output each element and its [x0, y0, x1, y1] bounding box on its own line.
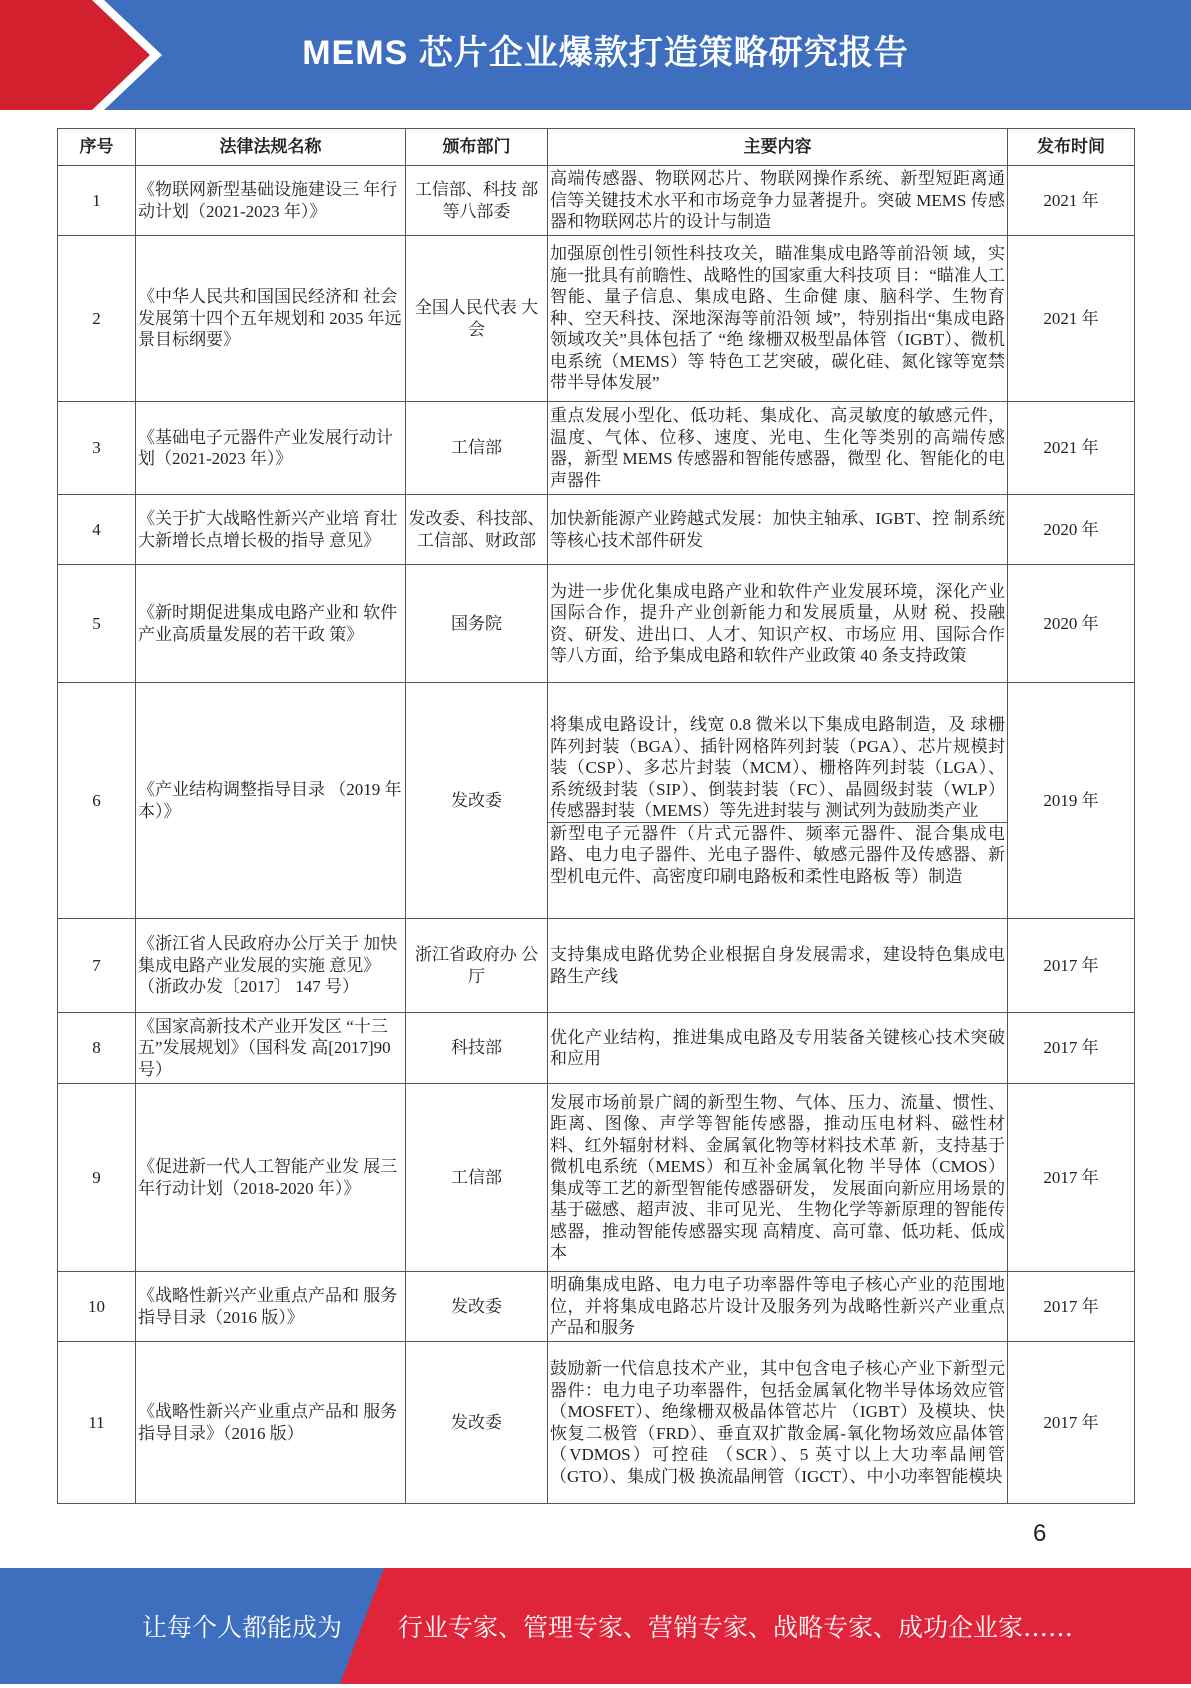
cell-no: 8: [58, 1013, 136, 1084]
cell-no: 4: [58, 495, 136, 565]
cell-regulation-name: 《物联网新型基础设施建设三 年行动计划（2021-2023 年）》: [136, 166, 406, 236]
table-row: [58, 166, 1135, 236]
page-number: 6: [1033, 1520, 1047, 1547]
cell-main-content: [548, 683, 1008, 919]
cell-department: 发改委: [406, 1342, 548, 1504]
column-header-name: 法律法规名称: [136, 129, 406, 166]
cell-main-content: [548, 495, 1008, 565]
cell-department: 发改委: [406, 683, 548, 919]
cell-date: 2017 年: [1008, 1272, 1135, 1342]
cell-no: 10: [58, 1272, 136, 1342]
cell-regulation-name: 《产业结构调整指导目录 （2019 年本）》: [136, 683, 406, 919]
footer-banner: [0, 1568, 1191, 1684]
table-row: [58, 1084, 1135, 1272]
regulations-table: [57, 128, 1135, 1504]
table-header-row: [58, 129, 1135, 166]
cell-regulation-name: 《促进新一代人工智能产业发 展三年行动计划（2018-2020 年）》: [136, 1084, 406, 1272]
table-row: [58, 495, 1135, 565]
column-header-date: 发布时间: [1008, 129, 1135, 166]
cell-date: 2017 年: [1008, 919, 1135, 1013]
table-row: [58, 236, 1135, 402]
cell-no: 11: [58, 1342, 136, 1504]
footer-slogan-right: 行业专家、管理专家、营销专家、战略专家、成功企业家……: [398, 1613, 1074, 1642]
page-title: MEMS 芯片企业爆款打造策略研究报告: [302, 34, 909, 72]
content-paragraph: 优化产业结构，推进集成电路及专用装备关键核心技术突破和应用: [550, 1027, 1005, 1068]
cell-date: 2020 年: [1008, 565, 1135, 683]
content-paragraph: 高端传感器、物联网芯片、物联网操作系统、新型短距离通信等关键技术水平和市场竞争力显著提升。突破 MEMS 传感器和物联网芯片的设计与制造: [550, 169, 1005, 232]
cell-date: 2017 年: [1008, 1342, 1135, 1504]
table-row: [58, 402, 1135, 495]
cell-date: 2021 年: [1008, 166, 1135, 236]
table-row: [58, 565, 1135, 683]
cell-main-content: [548, 1084, 1008, 1272]
cell-regulation-name: 《浙江省人民政府办公厅关于 加快集成电路产业发展的实施 意见》（浙政办发〔2017〕 147 号）: [136, 919, 406, 1013]
column-header-dept: 颁布部门: [406, 129, 548, 166]
footer-slogan-left: 让每个人都能成为: [142, 1613, 343, 1642]
cell-department: 国务院: [406, 565, 548, 683]
content-paragraph: 发展市场前景广阔的新型生物、气体、压力、流量、惯性、距离、图像、声学等智能传感器，推动压电材料、磁性材料、红外辐射材料、金属氧化物等材料技术革 新，支持基于微机电系统（MEMS）和互补金属氧化物 半导体（CMOS）集成等工艺的新型智能传感器研发， 发展面向新应用场景的基于磁感、超声波、非可见光、 生物化学等新原理的智能传感器，推动智能传感器实现 高精度、高可靠、低功耗、低成本: [550, 1092, 1005, 1262]
content-paragraph: 加快新能源产业跨越式发展：加快主轴承、IGBT、控 制系统等核心技术部件研发: [550, 509, 1005, 550]
content-paragraph: 重点发展小型化、低功耗、集成化、高灵敏度的敏感元件，温度、气体、位移、速度、光电、生化等类别的高端传感器，新型 MEMS 传感器和智能传感器，微型 化、智能化的电声器件: [550, 406, 1005, 490]
cell-regulation-name: 《战略性新兴产业重点产品和 服务指导目录》（2016 版）: [136, 1342, 406, 1504]
table-row: [58, 1272, 1135, 1342]
table-row: [58, 919, 1135, 1013]
cell-no: 6: [58, 683, 136, 919]
cell-department: 工信部: [406, 1084, 548, 1272]
cell-main-content: [548, 236, 1008, 402]
cell-date: 2017 年: [1008, 1084, 1135, 1272]
cell-department: 全国人民代表 大会: [406, 236, 548, 402]
content-paragraph: 新型电子元器件（片式元器件、频率元器件、混合集成电路、电力电子器件、光电子器件、敏感元器件及传感器、新型机电元件、高密度印刷电路板和柔性电路板 等）制造: [550, 823, 1005, 886]
cell-main-content: [548, 1342, 1008, 1504]
table-row: [58, 1013, 1135, 1084]
cell-department: 工信部、科技 部等八部委: [406, 166, 548, 236]
cell-main-content: [548, 402, 1008, 495]
cell-main-content: [548, 166, 1008, 236]
content-paragraph: 支持集成电路优势企业根据自身发展需求，建设特色集成电路生产线: [550, 945, 1005, 986]
cell-date: 2019 年: [1008, 683, 1135, 919]
cell-main-content: [548, 1013, 1008, 1084]
cell-regulation-name: 《关于扩大战略性新兴产业培 育壮大新增长点增长极的指导 意见》: [136, 495, 406, 565]
cell-department: 发改委、科技部、工信部、财政部: [406, 495, 548, 565]
cell-no: 2: [58, 236, 136, 402]
cell-main-content: [548, 919, 1008, 1013]
cell-date: 2017 年: [1008, 1013, 1135, 1084]
table-body: [58, 166, 1135, 1504]
cell-no: 5: [58, 565, 136, 683]
content-paragraph: 为进一步优化集成电路产业和软件产业发展环境，深化产业国际合作，提升产业创新能力和发展质量，从财 税、投融资、研发、进出口、人才、知识产权、市场应 用、国际合作等八方面，给予集成电路和软件产业政策 40 条支持政策: [550, 581, 1005, 665]
column-header-content: 主要内容: [548, 129, 1008, 166]
content-paragraph: 加强原创性引领性科技攻关，瞄准集成电路等前沿领 域，实施一批具有前瞻性、战略性的国家重大科技项 目：“瞄准人工智能、量子信息、集成电路、生命健 康、脑科学、生物育种、空天科技、深地深海等前沿领 域”，特别指出“集成电路领域攻关”具体包括了 “绝 缘栅双极型晶体管（IGBT）、微机电系统（MEMS）等 特色工艺突破，碳化硅、氮化镓等宽禁带半导体发展”: [550, 244, 1005, 393]
cell-no: 1: [58, 166, 136, 236]
table-row: [58, 683, 1135, 919]
cell-main-content: [548, 1272, 1008, 1342]
cell-date: 2021 年: [1008, 402, 1135, 495]
content-paragraph: 明确集成电路、电力电子功率器件等电子核心产业的范围地位，并将集成电路芯片设计及服务列为战略性新兴产业重点产品和服务: [550, 1275, 1005, 1338]
cell-date: 2020 年: [1008, 495, 1135, 565]
table-row: [58, 1342, 1135, 1504]
cell-no: 7: [58, 919, 136, 1013]
cell-no: 9: [58, 1084, 136, 1272]
cell-regulation-name: 《中华人民共和国国民经济和 社会发展第十四个五年规划和 2035 年远景目标纲要》: [136, 236, 406, 402]
column-header-no: 序号: [58, 129, 136, 166]
cell-date: 2021 年: [1008, 236, 1135, 402]
cell-department: 工信部: [406, 402, 548, 495]
cell-regulation-name: 《新时期促进集成电路产业和 软件产业高质量发展的若干政 策》: [136, 565, 406, 683]
cell-department: 浙江省政府办 公厅: [406, 919, 548, 1013]
header-banner: [0, 0, 1191, 110]
content-paragraph: 将集成电路设计，线宽 0.8 微米以下集成电路制造，及 球栅阵列封装（BGA）、插针网格阵列封装（PGA）、芯片规模封装（CSP）、多芯片封装（MCM）、栅格阵列封装（LGA）、系统级封装（SIP）、倒装封装（FC）、晶圆级封装（WLP）传感器封装（MEMS）等先进封装与 测试列为鼓励类产业: [550, 715, 1005, 820]
content-paragraph: 鼓励新一代信息技术产业，其中包含电子核心产业下新型元器件：电力电子功率器件，包括金属氧化物半导体场效应管（MOSFET）、绝缘栅双极晶体管芯片 （IGBT）及模块、快恢复二极管（FRD）、垂直双扩散金属-氧化物场效应晶体管（VDMOS）可控硅 （SCR）、5 英寸以上大功率晶闸管（GTO）、集成门极 换流晶闸管（IGCT）、中小功率智能模块: [550, 1359, 1005, 1486]
cell-regulation-name: 《国家高新技术产业开发区 “十三五”发展规划》（国科发 高[2017]90 号）: [136, 1013, 406, 1084]
cell-regulation-name: 《战略性新兴产业重点产品和 服务指导目录（2016 版）》: [136, 1272, 406, 1342]
cell-regulation-name: 《基础电子元器件产业发展行动计划（2021-2023 年）》: [136, 402, 406, 495]
cell-department: 科技部: [406, 1013, 548, 1084]
cell-no: 3: [58, 402, 136, 495]
cell-main-content: [548, 565, 1008, 683]
cell-department: 发改委: [406, 1272, 548, 1342]
